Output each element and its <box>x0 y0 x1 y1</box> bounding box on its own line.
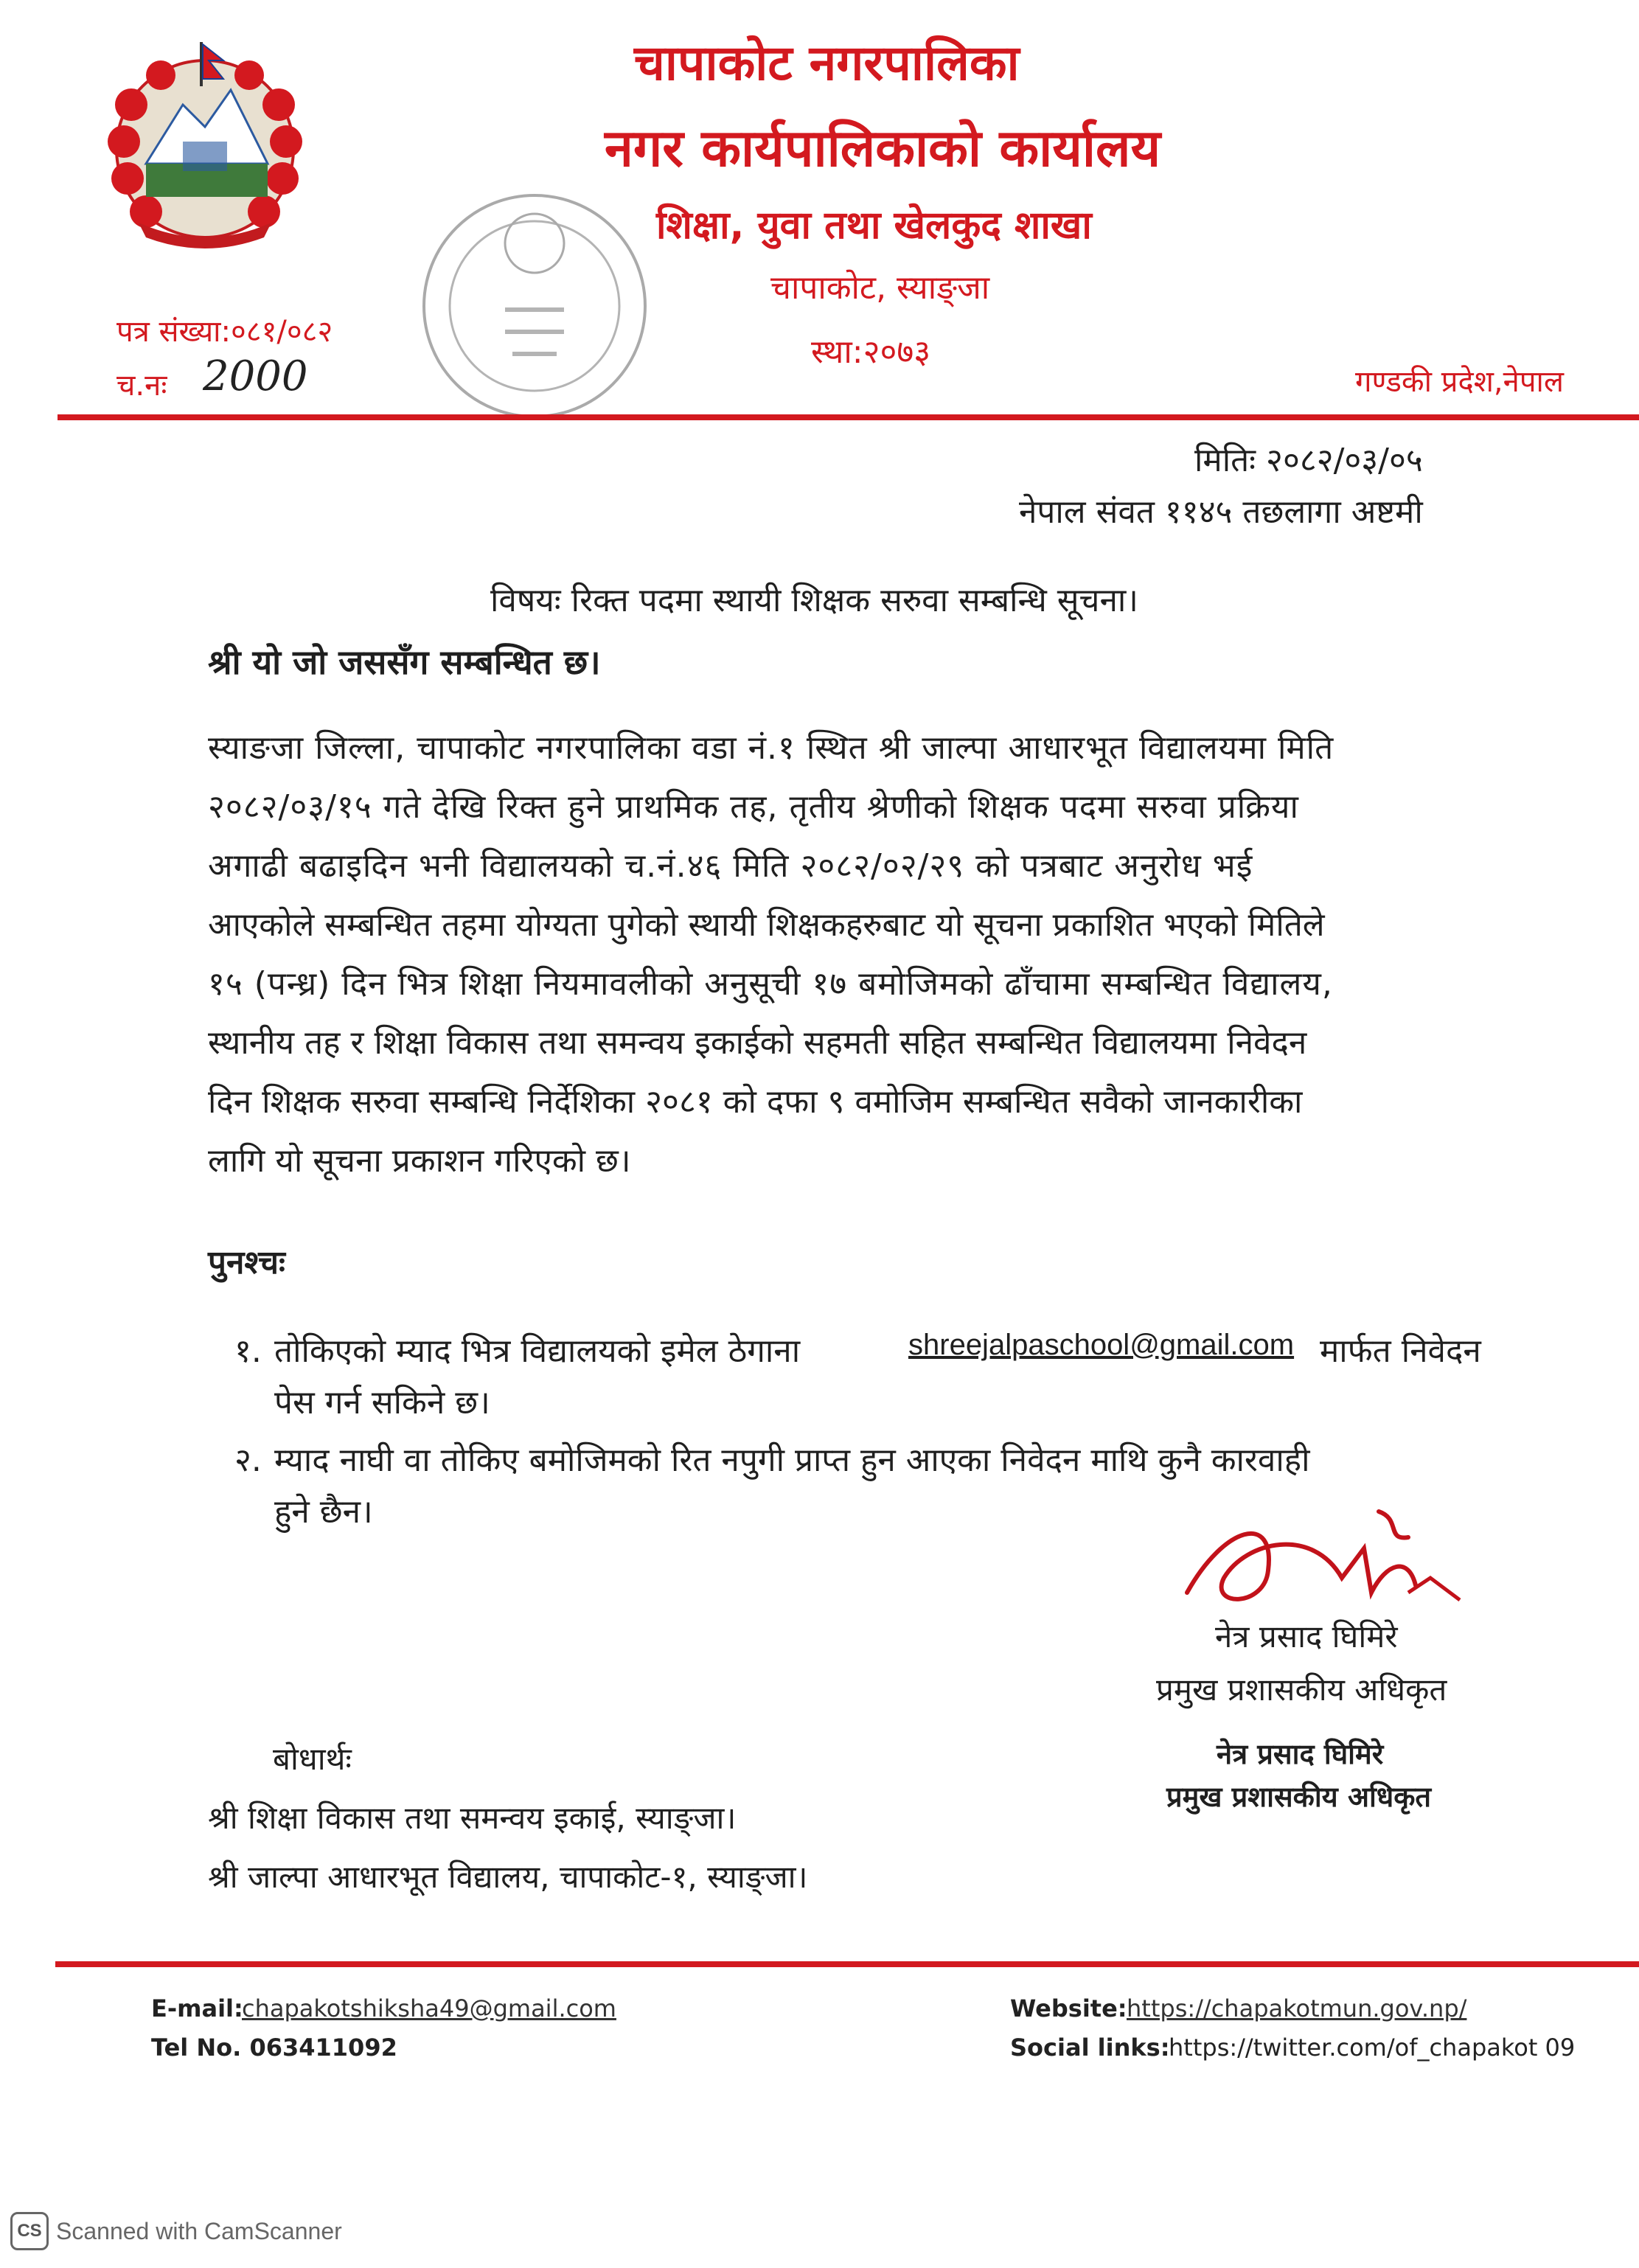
camscanner-logo-icon <box>10 2212 49 2250</box>
nepal-emblem-icon <box>94 38 316 260</box>
postscript-item-text: तोकिएको म्याद भित्र विद्यालयको इमेल ठेगाना <box>274 1332 801 1370</box>
body-line: आएकोले सम्बन्धित तहमा योग्यता पुगेको स्थायी शिक्षकहरुबाट यो सूचना प्रकाशित भएको मितिले <box>208 906 1325 944</box>
established-year: स्था:२०७३ <box>811 333 931 371</box>
province-name: गण्डकी प्रदेश,नेपाल <box>1355 365 1565 399</box>
footer-email-label: E-mail: <box>151 1994 243 2022</box>
school-email-link[interactable]: shreejalpaschool@gmail.com <box>908 1329 1295 1361</box>
body-line: २०८२/०३/१५ गते देखि रिक्त हुने प्राथमिक तह, तृतीय श्रेणीको शिक्षक पदमा सरुवा प्रक्रिया <box>208 788 1299 826</box>
camscanner-badge-text: CS <box>17 2221 42 2241</box>
footer-divider <box>55 1961 1639 1967</box>
signatory-title: प्रमुख प्रशासकीय अधिकृत <box>1156 1672 1447 1708</box>
footer-social-link[interactable]: https://twitter.com/of_chapakot 09 <box>1169 2034 1576 2062</box>
body-line: लागि यो सूचना प्रकाशन गरिएको छ। <box>208 1142 631 1180</box>
cc-label: बोधार्थः <box>273 1741 352 1777</box>
postscript-item-number: १. <box>234 1332 262 1370</box>
header-divider <box>58 414 1639 420</box>
official-stamp-name: नेत्र प्रसाद घिमिरे <box>1217 1738 1384 1770</box>
cc-line: श्री शिक्षा विकास तथा समन्वय इकाई, स्याङ्जा। <box>208 1800 737 1836</box>
footer-social-label: Social links: <box>1010 2034 1170 2062</box>
salutation: श्री यो जो जससँग सम्बन्धित छ। <box>208 642 601 682</box>
signatory-name: नेत्र प्रसाद घिमिरे <box>1215 1618 1398 1655</box>
postscript-item-text: मार्फत निवेदन <box>1320 1332 1481 1370</box>
postscript-label: पुनश्चः <box>208 1244 285 1281</box>
signature-icon <box>1165 1482 1475 1637</box>
date-line: मितिः २०८२/०३/०५ <box>1194 442 1423 479</box>
branch-name: शिक्षा, युवा तथा खेलकुद शाखा <box>656 204 1092 248</box>
dispatch-number-label: च.नः <box>116 369 167 403</box>
letter-number: पत्र संख्या:०८१/०८२ <box>116 315 333 349</box>
body-line: अगाढी बढाइदिन भनी विद्यालयको च.नं.४६ मिति २०८२/०२/२९ को पत्रबाट अनुरोध भई <box>208 847 1253 885</box>
subject-line: विषयः रिक्त पदमा स्थायी शिक्षक सरुवा सम्बन्धि सूचना। <box>490 582 1138 619</box>
nepal-sambat-date: नेपाल संवत ११४५ तछलागा अष्टमी <box>1019 493 1423 531</box>
postscript-item-text: पेस गर्न सकिने छ। <box>274 1384 490 1422</box>
body-line: १५ (पन्ध्र) दिन भित्र शिक्षा नियमावलीको अनुसूची १७ बमोजिमको ढाँचामा सम्बन्धित विद्यालय, <box>208 965 1333 1003</box>
office-name: नगर कार्यपालिकाको कार्यालय <box>605 118 1161 178</box>
municipality-name: चापाकोट नगरपालिका <box>634 35 1020 91</box>
cc-line: श्री जाल्पा आधारभूत विद्यालय, चापाकोट-१, स्याङ्जा। <box>208 1859 808 1895</box>
body-line: स्थानीय तह र शिक्षा विकास तथा समन्वय इकाईको सहमती सहित सम्बन्धित विद्यालयमा निवेदन <box>208 1024 1307 1062</box>
footer-website-label: Website: <box>1010 1994 1127 2022</box>
body-line: स्याङजा जिल्ला, चापाकोट नगरपालिका वडा नं.१ स्थित श्री जाल्पा आधारभूत विद्यालयमा मिति <box>208 729 1334 767</box>
footer-website-link[interactable]: https://chapakotmun.gov.np/ <box>1127 1994 1467 2022</box>
municipal-seal-stamp-icon <box>413 184 656 428</box>
dispatch-number-value: 2000 <box>203 352 308 400</box>
office-location: चापाकोट, स्याङ्जा <box>770 269 990 307</box>
body-line: दिन शिक्षक सरुवा सम्बन्धि निर्देशिका २०८१ को दफा ९ वमोजिम सम्बन्धित सवैको जानकारीका <box>208 1083 1303 1121</box>
official-stamp-title: प्रमुख प्रशासकीय अधिकृत <box>1166 1781 1432 1813</box>
postscript-item-number: २. <box>234 1441 262 1479</box>
footer-telephone: Tel No. 063411092 <box>151 2034 397 2062</box>
postscript-item-text: हुने छैन। <box>274 1493 373 1531</box>
postscript-item-text: म्याद नाघी वा तोकिए बमोजिमको रित नपुगी प्राप्त हुन आएका निवेदन माथि कुनै कारवाही <box>274 1441 1310 1479</box>
scanner-watermark: Scanned with CamScanner <box>56 2218 342 2244</box>
footer-email-link[interactable]: chapakotshiksha49@gmail.com <box>242 1994 616 2022</box>
